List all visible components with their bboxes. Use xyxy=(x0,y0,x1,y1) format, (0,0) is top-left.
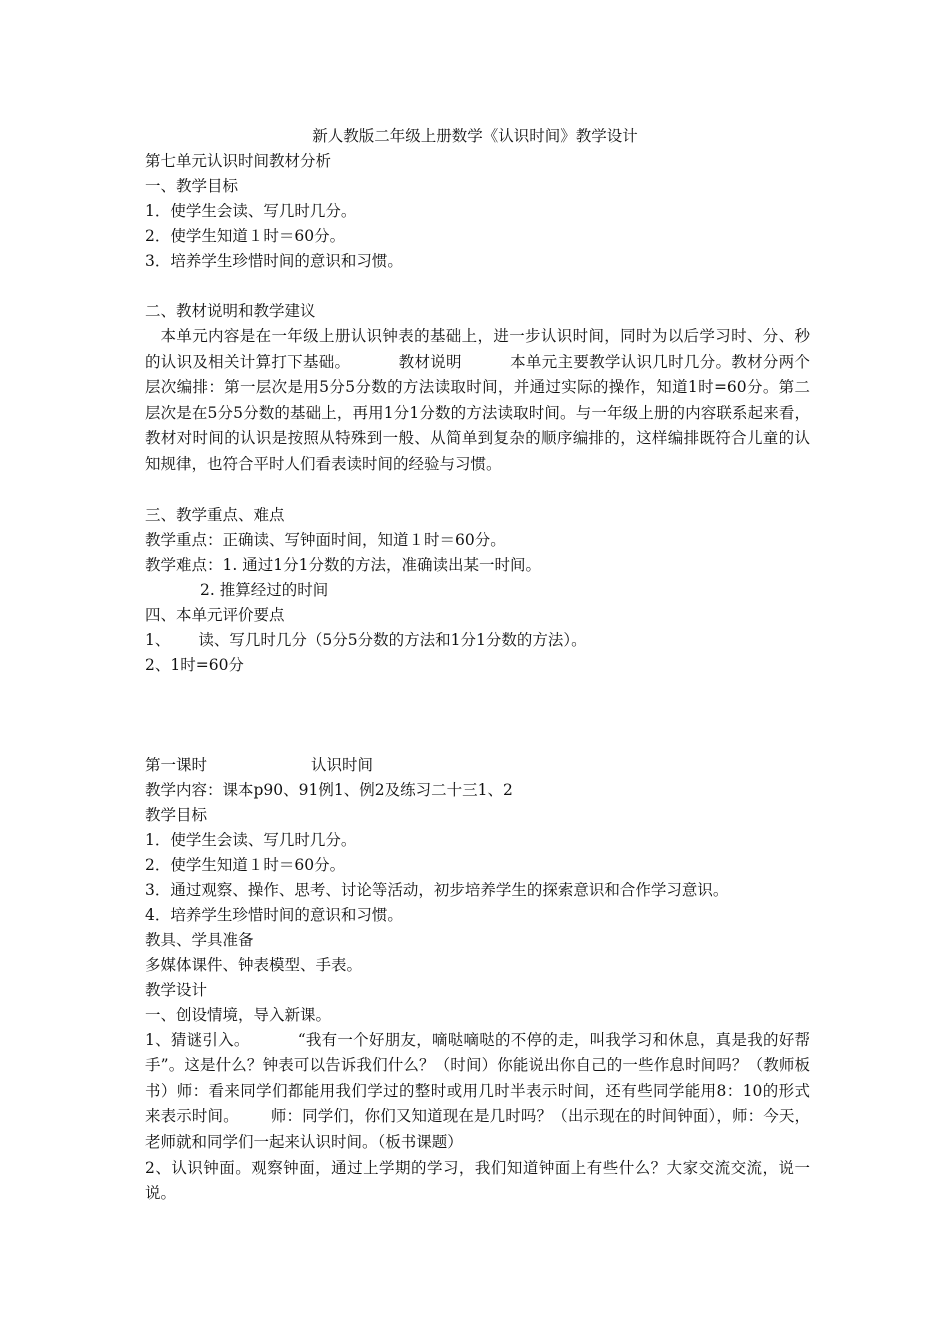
section-1-item: 2．使学生知道１时＝60分。 xyxy=(145,227,346,245)
evaluation-item-1-number: 1、 xyxy=(145,630,171,649)
section-4-heading: 四、本单元评价要点 xyxy=(145,605,285,624)
section-2-paragraph xyxy=(145,324,810,478)
step-1-heading: 一、创设情境，导入新课。 xyxy=(145,1005,332,1024)
lesson-1-goals-heading: 教学目标 xyxy=(145,805,208,824)
lesson-1-topic: 认识时间 xyxy=(311,755,374,774)
step-1-text-a: “我有一个好朋友，嘀哒嘀哒的不停的走，叫我学习和休息，真是我的好帮手”。这是什么？钟表可以告诉我们什么？（时间）你能说出你自己的一些作息时间吗？（教师板书）师：看来同学们都能用我们学过的整时或用几时半表示时间，还有些同学能用8：10的形式来表示时间。 xyxy=(145,1030,810,1126)
section-1-heading: 一、教学目标 xyxy=(145,177,239,195)
step-1-text-b: 师：同学们，你们又知道现在是几时吗？（出示现在的时间钟面），师：今天，老师就和同学们一起来认识时间。（板书课题） xyxy=(145,1107,810,1151)
evaluation-item-2: 2、1时=60分 xyxy=(145,655,244,674)
step-2-paragraph: 2、认识钟面。观察钟面，通过上学期的学习，我们知道钟面上有些什么？大家交流交流，说一说。 xyxy=(145,1158,810,1203)
lesson-1-label: 第一课时 xyxy=(145,755,208,774)
evaluation-item-1 xyxy=(145,628,810,653)
section-2-para-a: 本单元内容是在一年级上册认识钟表的基础上，进一步认识时间，同时为以后学习时、分、秒的认识及相关计算打下基础。 xyxy=(145,327,810,371)
section-2-heading: 二、教材说明和教学建议 xyxy=(145,302,316,320)
unit-heading: 第七单元认识时间教材分析 xyxy=(145,152,332,170)
difficulty-2: 2. 推算经过的时间 xyxy=(200,580,329,599)
lesson-1-goal: 3．通过观察、操作、思考、讨论等活动，初步培养学生的探索意识和合作学习意识。 xyxy=(145,880,729,899)
document-title: 新人教版二年级上册数学《认识时间》教学设计 xyxy=(312,127,638,145)
difficulty-1: 教学难点：1. 通过1分1分数的方法，准确读出某一时间。 xyxy=(145,555,541,574)
key-point: 教学重点：正确读、写钟面时间，知道１时＝60分。 xyxy=(145,530,506,549)
document-body xyxy=(145,124,810,1207)
section-1-item: 3．培养学生珍惜时间的意识和习惯。 xyxy=(145,252,403,270)
lesson-1-heading xyxy=(145,753,810,778)
section-3-heading: 三、教学重点、难点 xyxy=(145,505,285,524)
lesson-1-goal: 1．使学生会读、写几时几分。 xyxy=(145,830,357,849)
step-1-paragraph xyxy=(145,1028,810,1156)
lesson-1-goal: 4．培养学生珍惜时间的意识和习惯。 xyxy=(145,905,403,924)
tools-list: 多媒体课件、钟表模型、手表。 xyxy=(145,955,363,974)
blank-line xyxy=(145,478,810,503)
section-1-item: 1．使学生会读、写几时几分。 xyxy=(145,202,357,220)
section-2-label: 教材说明 xyxy=(398,352,462,371)
section-2-para-b: 本单元主要教学认识几时几分。教材分两个层次编排：第一层次是用5分5分数的方法读取时间，并通过实际的操作，知道1时=60分。第二层次是在5分5分数的基础上，再用1分1分数的方法读取时间。与一年级上册的内容联系起来看，教材对时间的认识是按照从特殊到一般、从简单到复杂的顺序编排的，这样编排既符合儿童的认知规律，也符合平时人们看表读时间的经验与习惯。 xyxy=(145,352,810,473)
lesson-1-goal: 2．使学生知道１时＝60分。 xyxy=(145,855,346,874)
tools-heading: 教具、学具准备 xyxy=(145,930,254,949)
blank-space xyxy=(145,678,810,753)
lesson-1-content: 教学内容：课本p90、91例1、例2及练习二十三1、2 xyxy=(145,780,513,799)
evaluation-item-1-text: 读、写几时几分（5分5分数的方法和1分1分数的方法）。 xyxy=(198,630,587,649)
blank-line xyxy=(145,274,810,299)
step-1-label: 1、猜谜引入。 xyxy=(145,1030,250,1049)
design-heading: 教学设计 xyxy=(145,980,208,999)
